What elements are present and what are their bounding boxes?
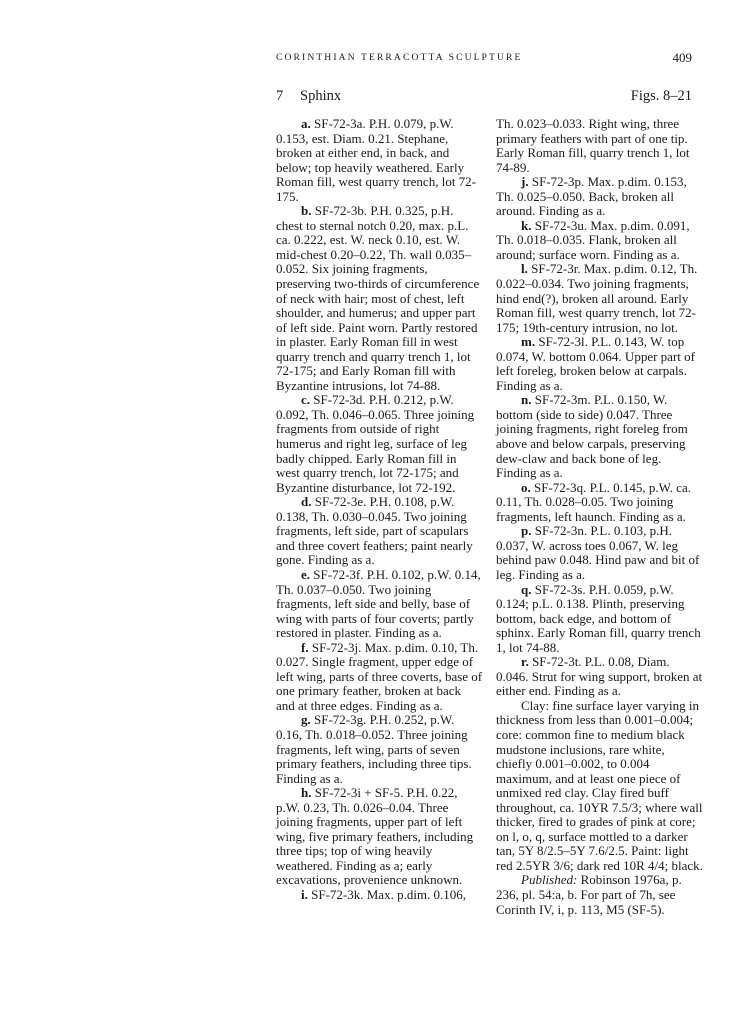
entry-text: SF-72-3k. Max. p.dim. 0.106, bbox=[307, 886, 467, 902]
entry-a bbox=[276, 117, 483, 204]
entry-label: m. bbox=[521, 334, 536, 350]
entry-label: j. bbox=[521, 174, 529, 190]
entry-label: f. bbox=[301, 639, 309, 655]
entry-label: b. bbox=[301, 203, 312, 219]
entry-text: SF-72-3f. P.H. 0.102, p.W. 0.14, Th. 0.037–0.050. Two joining fragments, left side and belly, base of wing with parts of four coverts; partly restored in plaster. Finding as a. bbox=[276, 566, 481, 641]
entry-g bbox=[276, 713, 483, 786]
entry-q bbox=[496, 583, 703, 656]
entry-label: g. bbox=[301, 712, 311, 728]
left-column bbox=[276, 117, 483, 903]
entry-text: SF-72-3j. Max. p.dim. 0.10, Th. 0.027. Single fragment, upper edge of left wing, parts of three coverts, base of one primary feather, broken at back and at three edges. Finding as a. bbox=[276, 639, 483, 713]
running-header bbox=[276, 52, 692, 68]
entry-label: l. bbox=[521, 261, 528, 277]
entry-label: d. bbox=[301, 494, 312, 510]
figure-reference: Figs. 8–21 bbox=[630, 88, 692, 104]
right-column bbox=[496, 117, 703, 917]
entry-text: SF-72-3a. P.H. 0.079, p.W. 0.153, est. Diam. 0.21. Stephane, broken at either end, in back, and below; top heavily weathered. Early Roman fill, west quarry trench, lot 72-175. bbox=[276, 116, 477, 204]
entry-text: SF-72-3r. Max. p.dim. 0.12, Th. 0.022–0.034. Two joining fragments, hind end(?), broken all around. Early Roman fill, west quarry trench, lot 72-175; 19th-century intrusion, no lot. bbox=[496, 261, 698, 335]
entry-text: SF-72-3e. P.H. 0.108, p.W. 0.138, Th. 0.030–0.045. Two joining fragments, left side, part of scapulars and three covert feathers; paint nearly gone. Finding as a. bbox=[276, 494, 473, 568]
entry-label: p. bbox=[521, 523, 532, 539]
entry-text: SF-72-3q. P.L. 0.145, p.W. ca. 0.11, Th. 0.028–0.05. Two joining fragments, left haunch. Finding as a. bbox=[496, 479, 691, 524]
clay-description: Clay: fine surface layer varying in thickness from less than 0.001–0.004; core: common fine to medium black mudstone inclusions, rare white, chiefly 0.001–0.002, to 0.004 maximum, and at least one piece of unmixed red clay. Clay fired buff throughout, ca. 10YR 7.5/3; where wall thicker, fired to grades of pink at core; on l, o, q, surface mottled to a darker tan, 5Y 8/2.5–5Y 7.6/2.5. Paint: light red 2.5YR 3/6; dark red 10R 4/4; black. bbox=[496, 697, 703, 873]
entry-l bbox=[496, 262, 703, 335]
entry-label: o. bbox=[521, 479, 531, 495]
entry-label: i. bbox=[301, 886, 308, 902]
entry-p bbox=[496, 524, 703, 582]
entry-label: c. bbox=[301, 392, 311, 408]
catalogue-number: 7 bbox=[276, 88, 284, 104]
entry-j bbox=[496, 175, 703, 219]
catalogue-title: Sphinx bbox=[300, 88, 342, 104]
entry-label: n. bbox=[521, 392, 532, 408]
entry-text: SF-72-3p. Max. p.dim. 0.153, Th. 0.025–0.050. Back, broken all around. Finding as a. bbox=[496, 174, 687, 219]
entry-o bbox=[496, 481, 703, 525]
running-title: CORINTHIAN TERRACOTTA SCULPTURE bbox=[276, 52, 523, 63]
entry-label: h. bbox=[301, 785, 312, 801]
entry-i-continued bbox=[496, 117, 703, 175]
entry-e bbox=[276, 568, 483, 641]
catalogue-heading bbox=[276, 88, 692, 108]
entry-f bbox=[276, 641, 483, 714]
entry-c bbox=[276, 393, 483, 495]
entry-text: SF-72-3l. P.L. 0.143, W. top 0.074, W. bottom 0.064. Upper part of left foreleg, broken below at carpals. Finding as a. bbox=[496, 334, 695, 393]
entry-text: SF-72-3g. P.H. 0.252, p.W. 0.16, Th. 0.018–0.052. Three joining fragments, left wing, parts of seven primary feathers, including three tips. Finding as a. bbox=[276, 712, 472, 786]
entry-text: SF-72-3d. P.H. 0.212, p.W. 0.092, Th. 0.046–0.065. Three joining fragments from outside of right humerus and right leg, surface of leg badly chipped. Early Roman fill in west quarry trench, lot 72-175; and Byzantine disturbance, lot 72-192. bbox=[276, 392, 475, 495]
entry-k bbox=[496, 219, 703, 263]
entry-d bbox=[276, 495, 483, 568]
entry-r bbox=[496, 655, 703, 699]
published-label: Published: bbox=[521, 872, 578, 888]
entry-m bbox=[496, 335, 703, 393]
entry-b bbox=[276, 204, 483, 393]
entry-label: q. bbox=[521, 581, 532, 597]
published-text: Robinson 1976a, p. 236, pl. 54:a, b. For part of 7h, see Corinth IV, i, p. 113, M5 (SF-5). bbox=[496, 872, 682, 917]
entry-i bbox=[276, 888, 483, 903]
entry-h bbox=[276, 786, 483, 888]
entry-n bbox=[496, 393, 703, 480]
entry-text: SF-72-3i + SF-5. P.H. 0.22, p.W. 0.23, Th. 0.026–0.04. Three joining fragments, upper part of left wing, five primary feathers, including three tips; top of wing heavily weathered. Finding as a; early excavations, provenience unknown. bbox=[276, 785, 474, 888]
page-number: 409 bbox=[672, 50, 692, 65]
published-reference bbox=[496, 873, 703, 917]
entry-text: SF-72-3s. P.H. 0.059, p.W. 0.124; p.L. 0.138. Plinth, preserving bottom, back edge, and bottom of sphinx. Early Roman fill, quarry trench 1, lot 74-88. bbox=[496, 581, 701, 655]
entry-text: Th. 0.023–0.033. Right wing, three primary feathers with part of one tip. Early Roman fill, quarry trench 1, lot 74-89. bbox=[496, 116, 690, 175]
entry-text: SF-72-3m. P.L. 0.150, W. bottom (side to side) 0.047. Three joining fragments, right foreleg from above and below carpals, preserving dew-claw and back bone of leg. Finding as a. bbox=[496, 392, 688, 481]
entry-text: SF-72-3t. P.L. 0.08, Diam. 0.046. Strut for wing support, broken at either end. Finding as a. bbox=[496, 654, 703, 699]
entry-label: e. bbox=[301, 566, 311, 582]
entry-label: a. bbox=[301, 116, 311, 131]
entry-text: SF-72-3b. P.H. 0.325, p.H. chest to sternal notch 0.20, max. p.L. ca. 0.222, est. W. neck 0.10, est. W. mid-chest 0.20–0.22, Th. wall 0.035–0.052. Six joining fragments, preserving two-thirds of circumference of neck with hair; most of chest, left shoulder, and humerus; and upper part of left side. Paint worn. Partly restored in plaster. Early Roman fill in west quarry trench and quarry trench 1, lot 72-175; and Early Roman fill with Byzantine intrusions, lot 74-88. bbox=[276, 203, 480, 393]
entry-label: r. bbox=[521, 654, 529, 670]
entry-text: SF-72-3u. Max. p.dim. 0.091, Th. 0.018–0.035. Flank, broken all around; surface worn. Finding as a. bbox=[496, 217, 690, 262]
entry-text: SF-72-3n. P.L. 0.103, p.H. 0.037, W. across toes 0.067, W. leg behind paw 0.048. Hind paw and bit of leg. Finding as a. bbox=[496, 523, 700, 582]
entry-label: k. bbox=[521, 217, 532, 233]
